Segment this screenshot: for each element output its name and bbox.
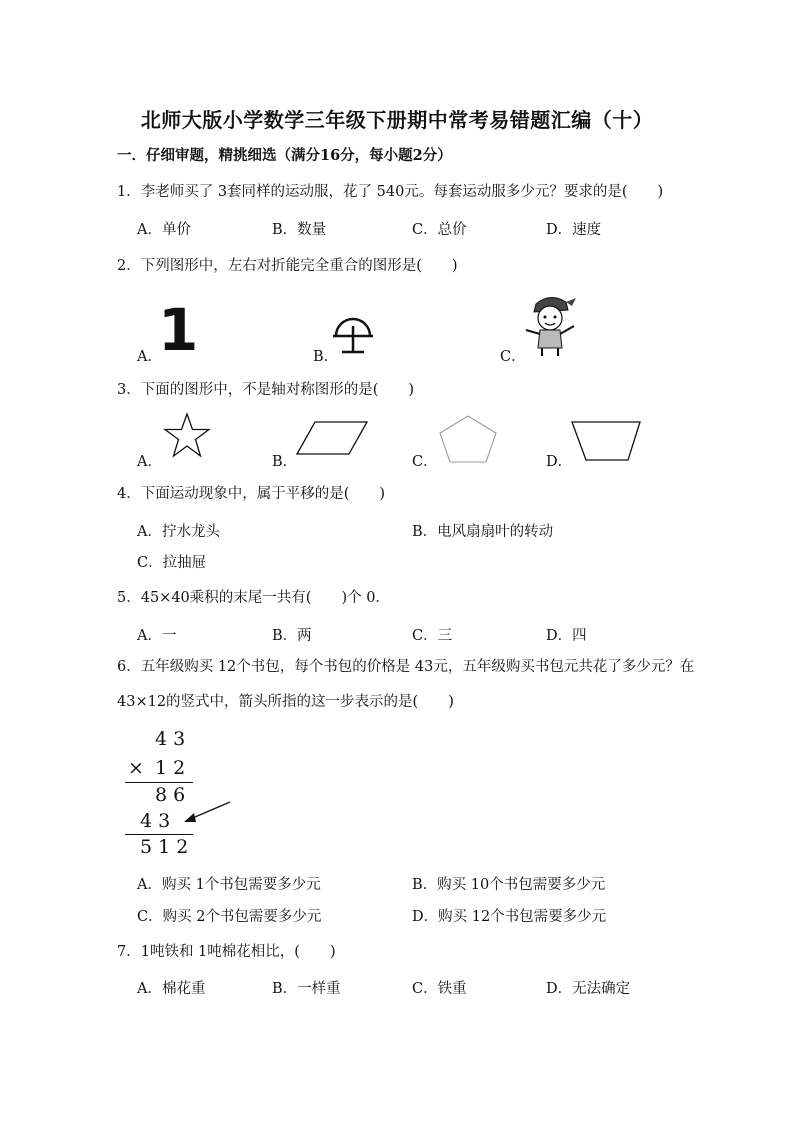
q6-option-c: C．购买 2个书包需要多少元: [137, 909, 322, 925]
q2-figure-digit-one: 1: [158, 296, 199, 364]
question-7-end: ): [329, 944, 336, 960]
q3-option-a: A．: [137, 454, 162, 470]
q7-option-d: D．无法确定: [546, 981, 631, 997]
q4-option-c: C．拉抽屉: [137, 555, 207, 571]
page-title: 北师大版小学数学三年级下册期中常考易错题汇编（十）: [140, 108, 654, 132]
q1-option-c: C．总价: [412, 222, 467, 238]
question-2-end: ): [451, 258, 458, 274]
question-2-stem: 2．下列图形中，左右对折能完全重合的图形是(: [117, 258, 422, 274]
calc-arrow: [180, 800, 232, 828]
q5-option-d: D．四: [546, 628, 587, 644]
q2-figure-cartoon-boy: [518, 290, 582, 358]
q5-option-a: A．一: [137, 628, 177, 644]
question-7: [117, 940, 336, 961]
question-4: [117, 482, 385, 503]
q7-option-b: B．一样重: [272, 981, 341, 997]
q7-option-c: C．铁重: [412, 981, 467, 997]
q2-option-b: B．: [313, 349, 339, 365]
q2-option-a: A．: [137, 349, 162, 365]
question-1: [117, 180, 663, 201]
calc-times-sign: ×: [128, 757, 144, 779]
q7-option-a: A．棉花重: [137, 981, 206, 997]
q4-option-a: A．拧水龙头: [137, 524, 220, 540]
question-4-stem: 4．下面运动现象中，属于平移的是(: [117, 486, 350, 502]
calc-partial-1: 8 6: [155, 784, 186, 806]
question-2: [117, 254, 458, 275]
question-5-stem: 5．45×40乘积的末尾一共有(: [117, 590, 312, 606]
question-3: [117, 378, 414, 399]
q3-option-b: B．: [272, 454, 298, 470]
calc-multiplicand: 4 3: [155, 728, 186, 750]
question-3-end: ): [408, 382, 415, 398]
q5-option-c: C．三: [412, 628, 453, 644]
question-6-end: ): [448, 694, 454, 710]
q6-option-a: A．购买 1个书包需要多少元: [137, 877, 321, 893]
question-7-stem: 7．1吨铁和 1吨棉花相比，(: [117, 944, 300, 960]
q3-option-d: D．: [546, 454, 573, 470]
calc-rule-2: [125, 834, 193, 835]
question-1-stem: 1．李老师买了 3套同样的运动服，花了 540元。每套运动服多少元？要求的是(: [117, 184, 628, 200]
question-5-end: )个 0．: [341, 590, 390, 606]
question-4-end: ): [379, 486, 386, 502]
q1-option-d: D．速度: [546, 222, 602, 238]
q3-figure-star: [163, 412, 211, 460]
q4-option-b: B．电风扇扇叶的转动: [412, 524, 554, 540]
question-6-stem: 43×12的竖式中，箭头所指的这一步表示的是(: [117, 694, 419, 710]
calc-multiplier: 1 2: [155, 757, 186, 779]
q6-option-d: D．购买 12个书包需要多少元: [412, 909, 607, 925]
q1-option-a: A．单价: [137, 222, 191, 238]
question-6: [117, 690, 454, 711]
q6-option-b: B．购买 10个书包需要多少元: [412, 877, 606, 893]
calc-product: 5 1 2: [140, 836, 189, 858]
q3-figure-pentagon: [438, 414, 498, 464]
q3-figure-trapezoid: [570, 420, 642, 462]
q1-option-b: B．数量: [272, 222, 327, 238]
q3-option-c: C．: [412, 454, 438, 470]
q2-figure-dome-symbol: [330, 312, 376, 358]
section-heading: 一．仔细审题，精挑细选（满分16分，每小题2分）: [117, 147, 452, 164]
q3-figure-parallelogram: [295, 420, 369, 456]
question-6-line-1: 6．五年级购买 12个书包，每个书包的价格是 43元，五年级购买书包元共花了多少元？在: [117, 659, 695, 675]
calc-partial-2: 4 3: [140, 810, 171, 832]
q5-option-b: B．两: [272, 628, 312, 644]
question-3-stem: 3．下面的图形中，不是轴对称图形的是(: [117, 382, 379, 398]
question-1-end: ): [657, 184, 664, 200]
q2-option-c: C．: [500, 349, 526, 365]
calc-rule-1: [125, 782, 193, 783]
question-5: [117, 586, 390, 607]
